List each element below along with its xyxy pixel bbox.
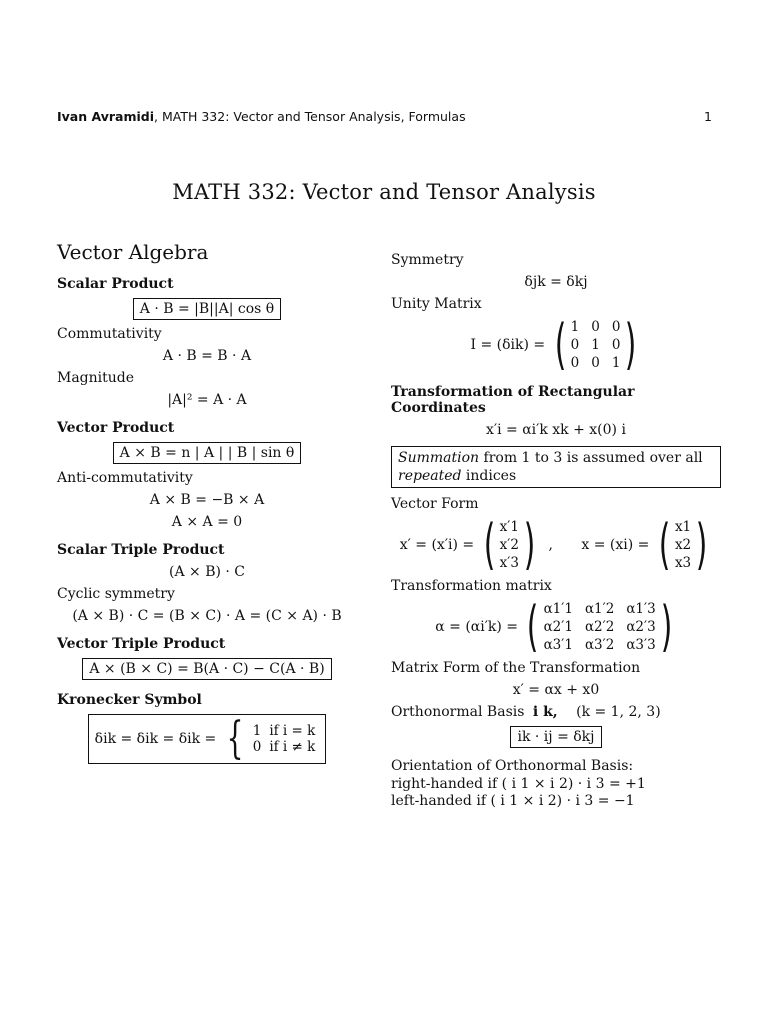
label-transformation-matrix: Transformation matrix: [391, 578, 552, 595]
transformation-matrix: [522, 595, 676, 659]
heading-vector-triple-product: Vector Triple Product: [57, 636, 226, 652]
basis-vector: i k,: [532, 704, 558, 721]
matrix-cell: α3′2: [584, 637, 615, 654]
matrix-row: [538, 618, 662, 636]
matrix-row: [669, 554, 697, 572]
running-head-title: [57, 109, 466, 124]
heading-scalar-triple-product: Scalar Triple Product: [57, 542, 225, 558]
vector-component: x′3: [499, 555, 519, 572]
magnitude-formula: |A|² = A · A: [167, 392, 247, 408]
heading-scalar-product: Scalar Product: [57, 276, 174, 292]
matrix-cell: α1′1: [543, 601, 573, 618]
matrix-cell: α3′3: [626, 637, 656, 654]
left-paren-glyph: (: [658, 513, 671, 577]
matrix-row: [669, 536, 697, 554]
kronecker-case-table: [249, 723, 320, 755]
matrix-cell: 1: [570, 319, 580, 335]
curly-brace-glyph: {: [226, 713, 244, 764]
anti-commutativity-formula-1: A × B = −B × A: [149, 492, 265, 508]
vector-form-lhs-2: x = (xi) =: [581, 537, 650, 554]
vector-form-lhs-1: x′ = (x′i) =: [399, 537, 475, 554]
left-paren-glyph: (: [554, 313, 566, 376]
orthonormal-formula: ik · ij = δkj: [510, 726, 601, 748]
label-orientation: Orientation of Orthonormal Basis:: [391, 758, 634, 775]
unity-matrix-row: [391, 313, 721, 376]
vector-form-separator: ,: [548, 537, 553, 554]
note-text-1: from 1 to 3 is assumed over all: [479, 450, 703, 466]
right-paren-glyph: ): [523, 513, 536, 577]
matrix-cell: 0: [591, 355, 600, 371]
right-paren-glyph: ): [695, 513, 708, 577]
matrix-cell: 1: [611, 355, 621, 371]
matrix-row: [494, 554, 525, 572]
matrix-row: [669, 518, 697, 536]
scalar-product-formula: A · B = |B||A| cos θ: [133, 298, 281, 320]
label-vector-form: Vector Form: [391, 496, 479, 513]
vector-component: x2: [674, 537, 692, 554]
matrix-cell: 0: [591, 319, 600, 335]
column-vector-table: [669, 518, 697, 572]
case-row: [249, 739, 320, 755]
vector-triple-formula-row: [57, 658, 357, 680]
commutativity-formula: A · B = B · A: [162, 348, 252, 364]
running-head: [57, 109, 712, 124]
page-number: 1: [704, 109, 712, 124]
unity-matrix: [550, 313, 642, 376]
note-text-2: indices: [461, 468, 517, 485]
heading-vector-product: Vector Product: [57, 420, 175, 436]
case-condition: if i = k: [269, 723, 316, 739]
matrix-cell: 0: [611, 337, 621, 353]
orientation-block: [391, 758, 721, 811]
author-name: Ivan Avramidi: [57, 109, 155, 124]
matrix-row: [538, 600, 662, 618]
orthonormal-basis-line: [391, 704, 721, 720]
unity-matrix-table: [565, 318, 627, 372]
case-row: [249, 723, 320, 739]
vector-component: x′1: [499, 519, 519, 536]
right-paren-glyph: ): [625, 313, 637, 376]
transformation-matrix-lhs: α = (αi′k) =: [435, 619, 519, 636]
left-column: [57, 240, 357, 770]
summation-note: [391, 446, 721, 488]
unity-lhs: I = (δik) =: [470, 337, 546, 353]
transformation-matrix-row: [391, 595, 721, 659]
column-vector-table: [494, 518, 525, 572]
note-italic-summation: Summation: [398, 450, 480, 466]
transformation-formula: x′i = αi′k xk + x(0) i: [486, 422, 626, 438]
case-value: 0: [252, 739, 262, 755]
matrix-row: [565, 318, 627, 336]
orthonormal-formula-row: [391, 726, 721, 748]
case-condition: if i ≠ k: [269, 739, 316, 755]
matrix-cell: 0: [570, 355, 580, 371]
label-symmetry: Symmetry: [391, 252, 464, 268]
column-vector-primed: [479, 513, 540, 577]
kronecker-formula-row: [57, 714, 357, 764]
label-commutativity: Commutativity: [57, 326, 162, 342]
document-title: MATH 332: Vector and Tensor Analysis: [172, 180, 596, 204]
anti-commutativity-formula-2: A × A = 0: [171, 514, 243, 530]
label-magnitude: Magnitude: [57, 370, 135, 386]
matrix-form-formula: x′ = αx + x0: [512, 682, 600, 699]
left-paren-glyph: (: [527, 595, 539, 659]
vector-product-formula-row: [57, 442, 357, 464]
label-matrix-form: Matrix Form of the Transformation: [391, 660, 641, 677]
transformation-matrix-table: [538, 600, 662, 654]
right-paren-glyph: ): [660, 595, 673, 659]
vector-component: x′2: [499, 537, 519, 554]
heading-transformation: Transformation of Rectangular Coordinates: [391, 384, 635, 416]
kronecker-lhs: δik = δik = δik =: [94, 731, 217, 747]
vector-form-row: [391, 513, 721, 577]
cyclic-symmetry-formula: (A × B) · C = (B × C) · A = (C × A) · B: [72, 608, 342, 624]
column-vector: [654, 513, 712, 577]
matrix-row: [565, 354, 627, 372]
right-column: [391, 248, 721, 815]
basis-index-range: (k = 1, 2, 3): [576, 704, 661, 721]
scalar-product-formula-row: [57, 298, 357, 320]
matrix-cell: α1′2: [584, 601, 615, 618]
kronecker-cases: [221, 713, 320, 764]
symmetry-formula: δjk = δkj: [524, 274, 588, 290]
section-vector-algebra: Vector Algebra: [57, 240, 209, 264]
matrix-cell: α3′1: [543, 637, 573, 654]
course-title: , MATH 332: Vector and Tensor Analysis, Formulas: [154, 109, 466, 124]
label-unity-matrix: Unity Matrix: [391, 296, 482, 312]
label-orthonormal-basis: Orthonormal Basis: [391, 704, 525, 721]
left-paren-glyph: (: [483, 513, 495, 577]
right-handed-rule: right-handed if ( i 1 × i 2) · i 3 = +1: [391, 775, 646, 792]
matrix-row: [494, 536, 525, 554]
matrix-cell: α2′1: [543, 619, 573, 636]
vector-triple-formula: A × (B × C) = B(A · C) − C(A · B): [82, 658, 331, 680]
matrix-row: [538, 636, 662, 654]
vector-product-formula: A × B = n | A | | B | sin θ: [113, 442, 302, 464]
scalar-triple-formula: (A × B) · C: [168, 564, 245, 580]
note-italic-repeated: repeated: [398, 468, 462, 485]
matrix-cell: 0: [611, 319, 621, 335]
heading-kronecker-symbol: Kronecker Symbol: [57, 692, 202, 708]
matrix-cell: 1: [591, 337, 600, 353]
left-handed-rule: left-handed if ( i 1 × i 2) · i 3 = −1: [391, 793, 635, 810]
vector-component: x3: [674, 555, 692, 572]
matrix-cell: α2′2: [584, 619, 615, 636]
case-value: 1: [252, 723, 262, 739]
label-cyclic-symmetry: Cyclic symmetry: [57, 586, 175, 602]
kronecker-formula: [88, 714, 327, 764]
vector-component: x1: [674, 519, 692, 536]
matrix-cell: 0: [570, 337, 580, 353]
label-anti-commutativity: Anti-commutativity: [57, 470, 193, 486]
matrix-row: [565, 336, 627, 354]
matrix-row: [494, 518, 525, 536]
matrix-cell: α2′3: [626, 619, 656, 636]
matrix-cell: α1′3: [626, 601, 656, 618]
